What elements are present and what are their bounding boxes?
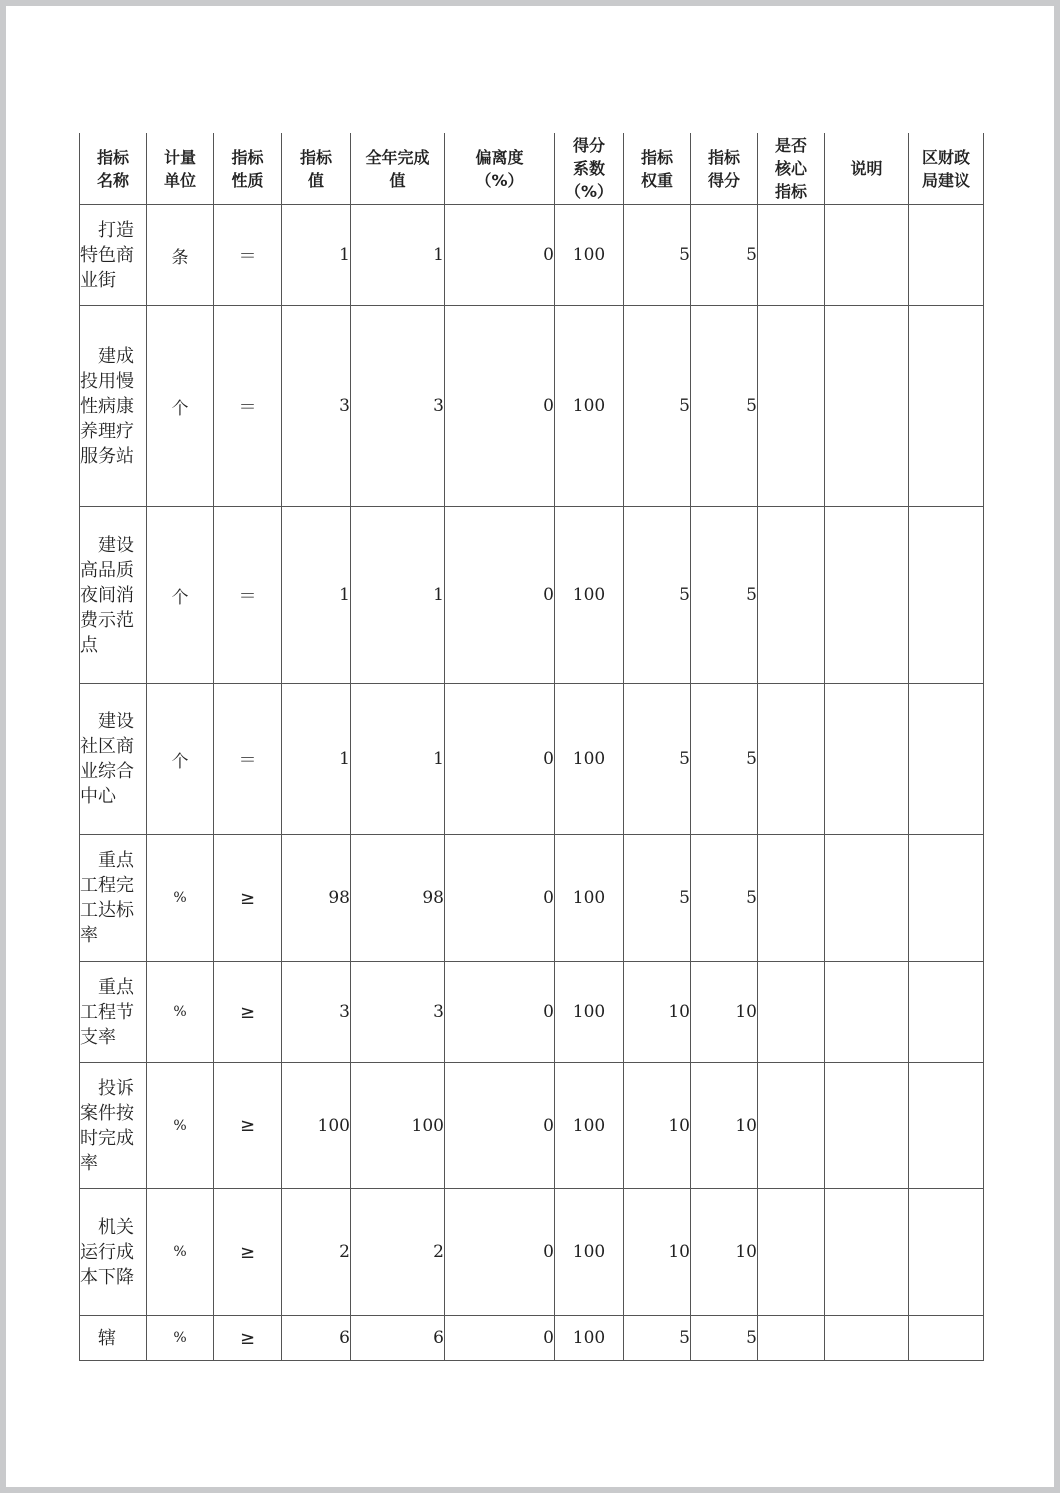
advice-cell xyxy=(909,205,984,306)
weight-cell: 5 xyxy=(624,835,691,962)
header-indicator-name: 指标 名称 xyxy=(80,133,147,205)
indicator-name: 机关运行成本下降 xyxy=(80,1189,147,1316)
header-row xyxy=(80,133,984,205)
actual-cell: 98 xyxy=(351,835,445,962)
table-row xyxy=(80,835,984,962)
indicator-name: 重点工程完工达标率 xyxy=(80,835,147,962)
deviation-cell: 0 xyxy=(445,684,555,835)
score-cell: 5 xyxy=(691,1316,758,1361)
advice-cell xyxy=(909,507,984,684)
nature-cell: ≥ xyxy=(214,1316,282,1361)
table-row xyxy=(80,684,984,835)
core-cell xyxy=(758,962,825,1063)
weight-cell: 5 xyxy=(624,306,691,507)
header-is-core: 是否 核心 指标 xyxy=(758,133,825,205)
unit-cell: % xyxy=(147,1063,214,1189)
coefficient-cell: 100 xyxy=(555,684,624,835)
coefficient-cell: 100 xyxy=(555,1316,624,1361)
target-cell: 98 xyxy=(282,835,351,962)
table-row xyxy=(80,1063,984,1189)
header-score: 指标 得分 xyxy=(691,133,758,205)
deviation-cell: 0 xyxy=(445,1316,555,1361)
performance-indicator-table xyxy=(79,133,984,1361)
actual-cell: 1 xyxy=(351,507,445,684)
unit-cell: 个 xyxy=(147,684,214,835)
core-cell xyxy=(758,1316,825,1361)
core-cell xyxy=(758,507,825,684)
actual-cell: 1 xyxy=(351,205,445,306)
indicator-name: 建成投用慢性病康养理疗服务站 xyxy=(80,306,147,507)
coefficient-cell: 100 xyxy=(555,835,624,962)
actual-cell: 3 xyxy=(351,962,445,1063)
unit-cell: % xyxy=(147,962,214,1063)
target-cell: 1 xyxy=(282,684,351,835)
unit-cell: 个 xyxy=(147,507,214,684)
nature-cell: ＝ xyxy=(214,684,282,835)
note-cell xyxy=(825,684,909,835)
score-cell: 5 xyxy=(691,306,758,507)
indicator-name: 投诉案件按时完成率 xyxy=(80,1063,147,1189)
deviation-cell: 0 xyxy=(445,1189,555,1316)
header-deviation: 偏离度 （%） xyxy=(445,133,555,205)
note-cell xyxy=(825,962,909,1063)
score-cell: 10 xyxy=(691,1063,758,1189)
weight-cell: 5 xyxy=(624,507,691,684)
nature-cell: ≥ xyxy=(214,1063,282,1189)
coefficient-cell: 100 xyxy=(555,205,624,306)
note-cell xyxy=(825,1316,909,1361)
actual-cell: 2 xyxy=(351,1189,445,1316)
actual-cell: 1 xyxy=(351,684,445,835)
target-cell: 100 xyxy=(282,1063,351,1189)
table-row xyxy=(80,962,984,1063)
unit-cell: 条 xyxy=(147,205,214,306)
coefficient-cell: 100 xyxy=(555,507,624,684)
note-cell xyxy=(825,1189,909,1316)
score-cell: 10 xyxy=(691,1189,758,1316)
core-cell xyxy=(758,1063,825,1189)
unit-cell: % xyxy=(147,1316,214,1361)
core-cell xyxy=(758,835,825,962)
score-cell: 5 xyxy=(691,507,758,684)
nature-cell: ＝ xyxy=(214,507,282,684)
deviation-cell: 0 xyxy=(445,1063,555,1189)
weight-cell: 5 xyxy=(624,1316,691,1361)
weight-cell: 5 xyxy=(624,205,691,306)
nature-cell: ≥ xyxy=(214,835,282,962)
target-cell: 1 xyxy=(282,205,351,306)
advice-cell xyxy=(909,1063,984,1189)
note-cell xyxy=(825,205,909,306)
advice-cell xyxy=(909,684,984,835)
indicator-name: 建设高品质夜间消费示范点 xyxy=(80,507,147,684)
actual-cell: 6 xyxy=(351,1316,445,1361)
document-page xyxy=(6,6,1054,1487)
deviation-cell: 0 xyxy=(445,507,555,684)
advice-cell xyxy=(909,962,984,1063)
header-score-coefficient: 得分 系数 （%） xyxy=(555,133,624,205)
header-finance-advice: 区财政 局建议 xyxy=(909,133,984,205)
note-cell xyxy=(825,507,909,684)
weight-cell: 10 xyxy=(624,962,691,1063)
core-cell xyxy=(758,1189,825,1316)
coefficient-cell: 100 xyxy=(555,962,624,1063)
score-cell: 5 xyxy=(691,684,758,835)
weight-cell: 5 xyxy=(624,684,691,835)
advice-cell xyxy=(909,835,984,962)
unit-cell: 个 xyxy=(147,306,214,507)
target-cell: 2 xyxy=(282,1189,351,1316)
unit-cell: % xyxy=(147,1189,214,1316)
indicator-name: 辖 xyxy=(80,1316,147,1361)
target-cell: 3 xyxy=(282,962,351,1063)
note-cell xyxy=(825,835,909,962)
indicator-name: 打造特色商业街 xyxy=(80,205,147,306)
score-cell: 10 xyxy=(691,962,758,1063)
table-row xyxy=(80,1316,984,1361)
coefficient-cell: 100 xyxy=(555,306,624,507)
deviation-cell: 0 xyxy=(445,205,555,306)
header-annual-actual: 全年完成 值 xyxy=(351,133,445,205)
nature-cell: ≥ xyxy=(214,1189,282,1316)
coefficient-cell: 100 xyxy=(555,1189,624,1316)
target-cell: 3 xyxy=(282,306,351,507)
core-cell xyxy=(758,684,825,835)
target-cell: 1 xyxy=(282,507,351,684)
deviation-cell: 0 xyxy=(445,835,555,962)
header-nature: 指标 性质 xyxy=(214,133,282,205)
note-cell xyxy=(825,306,909,507)
score-cell: 5 xyxy=(691,205,758,306)
header-target-value: 指标 值 xyxy=(282,133,351,205)
note-cell xyxy=(825,1063,909,1189)
nature-cell: ＝ xyxy=(214,306,282,507)
score-cell: 5 xyxy=(691,835,758,962)
weight-cell: 10 xyxy=(624,1189,691,1316)
table-row xyxy=(80,507,984,684)
header-unit: 计量 单位 xyxy=(147,133,214,205)
unit-cell: % xyxy=(147,835,214,962)
deviation-cell: 0 xyxy=(445,962,555,1063)
header-note: 说明 xyxy=(825,133,909,205)
advice-cell xyxy=(909,306,984,507)
advice-cell xyxy=(909,1189,984,1316)
core-cell xyxy=(758,306,825,507)
header-weight: 指标 权重 xyxy=(624,133,691,205)
table-row xyxy=(80,1189,984,1316)
table-row xyxy=(80,205,984,306)
advice-cell xyxy=(909,1316,984,1361)
nature-cell: ＝ xyxy=(214,205,282,306)
weight-cell: 10 xyxy=(624,1063,691,1189)
table-row xyxy=(80,306,984,507)
target-cell: 6 xyxy=(282,1316,351,1361)
nature-cell: ≥ xyxy=(214,962,282,1063)
indicator-name: 重点工程节支率 xyxy=(80,962,147,1063)
indicator-name: 建设社区商业综合中心 xyxy=(80,684,147,835)
deviation-cell: 0 xyxy=(445,306,555,507)
actual-cell: 100 xyxy=(351,1063,445,1189)
actual-cell: 3 xyxy=(351,306,445,507)
core-cell xyxy=(758,205,825,306)
coefficient-cell: 100 xyxy=(555,1063,624,1189)
